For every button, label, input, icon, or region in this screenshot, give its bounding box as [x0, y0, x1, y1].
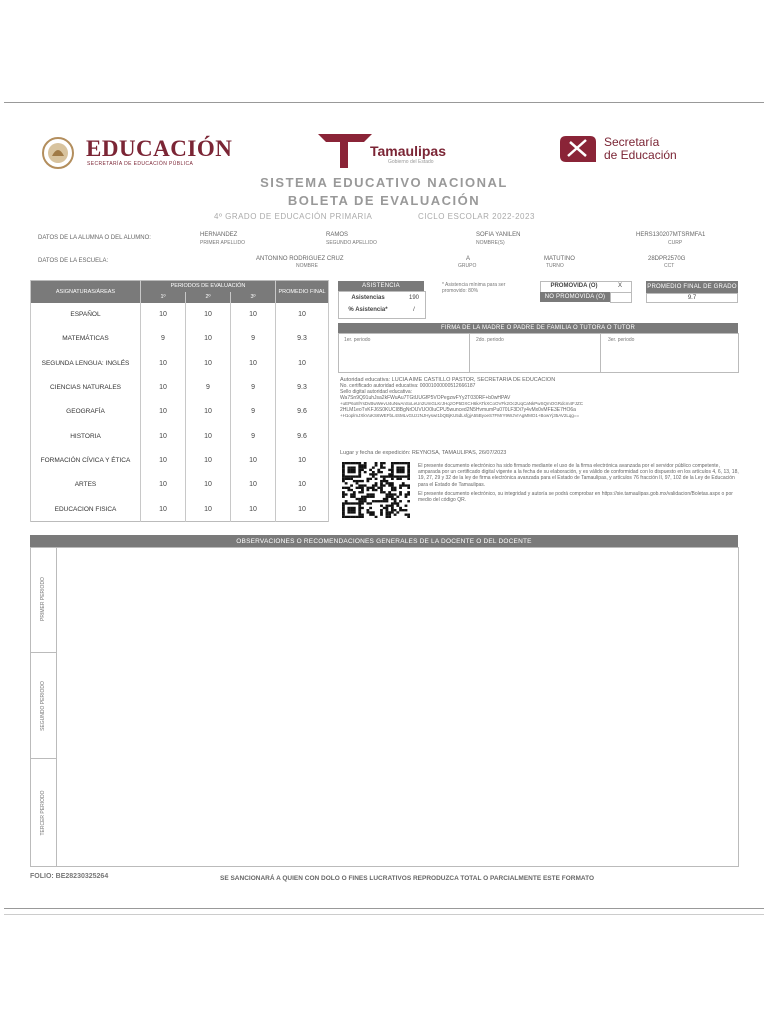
school-name: ANTONINO RODRIGUEZ CRUZ: [256, 256, 344, 262]
observations-header: OBSERVACIONES O RECOMENDACIONES GENERALES DE LA DOCENTE O DEL DOCENTE: [30, 535, 738, 547]
school-cct: 28DPR2570G: [648, 256, 686, 262]
logo-secretaria-text-2: de Educación: [604, 148, 677, 162]
col-period-3: 3º: [231, 292, 276, 303]
period-2-grade: 10: [186, 400, 231, 424]
student-curp-caption: CURP: [668, 240, 683, 246]
student-nombre: SOFIA YANILEN: [476, 232, 521, 238]
period-2-grade: 10: [186, 303, 231, 327]
no-promovida-label: NO PROMOVIDA (O): [540, 292, 610, 302]
school-shift-caption: TURNO: [546, 263, 564, 269]
subject-cell: ESPAÑOL: [31, 303, 141, 327]
period-2-grade: 10: [186, 424, 231, 448]
grade-row: [31, 400, 329, 424]
logo-educacion-subtext: SECRETARÍA DE EDUCACIÓN PÚBLICA: [87, 161, 194, 167]
grade-row: [31, 497, 329, 521]
no-promovida-box: [610, 292, 632, 303]
legal-paragraph-1: El presente documento electrónico ha sido firmado mediante el uso de la firma electrónica avanzada por el servidor público competente, amparada por un certificado digital vigente a la fecha de su elaboración, y es válido de conformidad con lo dispuesto en los artículos 4, 6, 13, 18, 19, 27, 29 y 32 de la ley de firma electrónica avanzada para el Estado de Tamaulipas, y artículos 76 fracción II, 97, 102 de la Ley de Educación para el Estado de Tamaulipas.: [418, 463, 739, 488]
period-2-grade: 10: [186, 448, 231, 472]
school-cycle: CICLO ESCOLAR 2022-2023: [418, 212, 535, 221]
legal-text: [418, 463, 740, 503]
student-apellido-2-caption: SEGUNDO APELLIDO: [326, 240, 377, 246]
logo-secretaria: [560, 134, 710, 168]
observations-period-1: PRIMER PERIODO: [40, 577, 46, 621]
period-1-grade: 9: [141, 327, 186, 351]
logo-tamaulipas-subtext: Gobierno del Estado: [388, 159, 434, 165]
signature-period-2: 2do. periodo: [476, 337, 504, 343]
grade-row: [31, 375, 329, 399]
school-group-caption: GRUPO: [458, 263, 477, 269]
observations-box: [30, 547, 739, 867]
observations-period-3: TERCER PERIODO: [40, 790, 46, 836]
period-3-grade: 10: [231, 448, 276, 472]
authority-seal-label: Sello digital autoridad educativa:: [340, 389, 412, 395]
observations-row-divider-2: [30, 758, 57, 759]
final-average-grade: 10: [276, 448, 329, 472]
period-3-grade: 10: [231, 303, 276, 327]
school-cct-caption: CCT: [664, 263, 675, 269]
student-label: DATOS DE LA ALUMNA O DEL ALUMNO:: [38, 235, 151, 241]
signature-period-1: 1er. periodo: [344, 337, 371, 343]
period-3-grade: 10: [231, 497, 276, 521]
grade-row: [31, 448, 329, 472]
period-2-grade: 9: [186, 375, 231, 399]
period-2-grade: 10: [186, 351, 231, 375]
footer-folio: FOLIO: BE28230325264: [30, 873, 109, 880]
signatures-box: [338, 333, 739, 373]
subject-cell: GEOGRAFÍA: [31, 400, 141, 424]
subject-cell: MATEMÁTICAS: [31, 327, 141, 351]
final-average-grade: 9.6: [276, 424, 329, 448]
period-3-grade: 10: [231, 351, 276, 375]
issue-place-date: Lugar y fecha de expedición: REYNOSA, TAMAULIPAS, 26/07/2023: [340, 450, 507, 456]
period-3-grade: 10: [231, 473, 276, 497]
promovida-label: PROMOVIDA (O): [550, 283, 598, 289]
period-2-grade: 10: [186, 497, 231, 521]
signatures-header: FIRMA DE LA MADRE O PADRE DE FAMILIA O TUTORA O TUTOR: [338, 323, 738, 333]
promovida-mark: X: [617, 283, 622, 289]
observations-side-divider: [56, 547, 57, 866]
school-shift: MATUTINO: [544, 256, 575, 262]
attendance-note: * Asistencia mínima para ser promovido: 80%: [442, 282, 506, 294]
period-2-grade: 10: [186, 473, 231, 497]
subject-cell: FORMACIÓN CÍVICA Y ÉTICA: [31, 448, 141, 472]
attendance-value: 190: [408, 295, 419, 301]
signatures-divider-2: [600, 333, 601, 373]
attendance-percent-value: /: [413, 307, 415, 313]
mexico-seal-icon: [40, 136, 76, 170]
period-1-grade: 10: [141, 303, 186, 327]
title-line-1: SISTEMA EDUCATIVO NACIONAL: [260, 175, 508, 190]
student-apellido-1: HERNANDEZ: [200, 232, 238, 238]
period-1-grade: 10: [141, 497, 186, 521]
final-average-grade: 10: [276, 303, 329, 327]
col-subject-header: ASIGNATURAS/ÁREAS: [31, 281, 141, 303]
authority-seal-1: Wa7Sn9Q91uhJsa2kFWuAu7TGtUUGfP5VOPegzwFYy2T030RF+b0wHPAV: [340, 395, 511, 401]
school-group: A: [466, 256, 471, 262]
tamaulipas-t-icon: [318, 130, 372, 168]
school-label: DATOS DE LA ESCUELA:: [38, 258, 109, 264]
subject-cell: CIENCIAS NATURALES: [31, 375, 141, 399]
school-name-caption: NOMBRE: [296, 263, 318, 269]
observations-row-divider-1: [30, 652, 57, 653]
final-average-grade: 9.6: [276, 400, 329, 424]
final-average-grade: 9.3: [276, 375, 329, 399]
col-period-1: 1º: [141, 292, 186, 303]
final-average-header: PROMEDIO FINAL DE GRADO: [646, 281, 738, 293]
authority-seal-2: +uEP6o8lYsDvBwWevU4uNwAnSxLeUn2UmGLKrJHqzOP5DXCH6kATkXCoOVFk2Oc2UqCaNkPwSQmOGRdcm4FJZC: [340, 401, 584, 406]
period-2-grade: 10: [186, 327, 231, 351]
signature-period-3: 3er. periodo: [608, 337, 635, 343]
top-border: [4, 102, 764, 103]
observations-period-2: SEGUNDO PERIODO: [40, 681, 46, 731]
logo-tamaulipas: [318, 130, 458, 170]
subject-cell: HISTORIA: [31, 424, 141, 448]
authority-seal-3: 2HLM1eoTvKFJ6S0KUCI8BgNrDUVUO0IuCPU5wunced2N5HvmumPu070LF3Di7y4vMx0vMFE3E7HO6a: [340, 407, 576, 413]
final-average-grade: 10: [276, 351, 329, 375]
authority-block: [340, 377, 738, 419]
period-3-grade: 9: [231, 327, 276, 351]
footer-warning: SE SANCIONARÁ A QUIEN CON DOLO O FINES LUCRATIVOS REPRODUZCA TOTAL O PARCIALMENTE ESTE FORMATO: [220, 875, 595, 882]
attendance-label: Asistencias: [351, 295, 385, 301]
subject-cell: ARTES: [31, 473, 141, 497]
authority-cert: No. certificado autoridad educativa: 00001000000512666187: [340, 383, 476, 389]
final-average-grade: 9.3: [276, 327, 329, 351]
title-line-2: BOLETA DE EVALUACIÓN: [287, 193, 481, 208]
col-periods-header: PERIODOS DE EVALUACIÓN: [141, 281, 276, 292]
col-average-header: PROMEDIO FINAL: [276, 281, 329, 303]
logo-educacion-text: EDUCACIÓN: [86, 136, 233, 161]
attendance-header: ASISTENCIA: [338, 281, 424, 291]
subject-cell: EDUCACION FISICA: [31, 497, 141, 521]
period-1-grade: 10: [141, 448, 186, 472]
grade-level: 4º GRADO DE EDUCACIÓN PRIMARIA: [214, 212, 373, 221]
subject-cell: SEGUNDA LENGUA: INGLÉS: [31, 351, 141, 375]
period-1-grade: 10: [141, 473, 186, 497]
period-3-grade: 9: [231, 400, 276, 424]
grades-table: [30, 280, 329, 522]
authority-seal-4: +H1oplmJXkVuKS6WEFbL4SMLvGUzzNJHyswI1bQBjKU5dLsfgjA55ByoeS7FMrY9WJVrAgMMO1+BowYj35AV2Lqg==: [340, 413, 580, 418]
period-3-grade: 9: [231, 424, 276, 448]
col-period-2: 2º: [186, 292, 231, 303]
student-curp: HERS130207MTSRMFA1: [636, 232, 706, 238]
period-1-grade: 10: [141, 424, 186, 448]
qr-code-icon[interactable]: [342, 462, 410, 518]
logo-secretaria-text-1: Secretaría: [604, 135, 660, 149]
grade-row: [31, 473, 329, 497]
period-3-grade: 9: [231, 375, 276, 399]
student-nombre-caption: NOMBRE(S): [476, 240, 505, 246]
final-average-grade: 10: [276, 473, 329, 497]
authority-name: Autoridad educativa: LUCIA AIMÉ CASTILLO PASTOR, SECRETARIA DE EDUCACION: [340, 377, 556, 383]
bottom-border-shadow: [4, 914, 764, 915]
grade-row: [31, 327, 329, 351]
secretaria-pencil-icon: [560, 134, 596, 164]
logo-educacion: [40, 136, 240, 172]
signatures-divider-1: [469, 333, 470, 373]
period-1-grade: 10: [141, 400, 186, 424]
logo-tamaulipas-text: Tamaulipas: [370, 143, 446, 159]
grade-row: [31, 351, 329, 375]
final-average-grade: 10: [276, 497, 329, 521]
bottom-border: [4, 908, 764, 909]
student-apellido-1-caption: PRIMER APELLIDO: [200, 240, 246, 246]
grade-row: [31, 424, 329, 448]
student-apellido-2: RAMOS: [326, 232, 349, 238]
attendance-percent-label: % Asistencia*: [348, 307, 388, 313]
legal-paragraph-2: El presente documento electrónico, su integridad y autoría se podrá comprobar en https://sie.tamaulipas.gob.mx/validacion/Boletas.aspx o por medio del código QR.: [418, 490, 733, 504]
grade-row: [31, 303, 329, 327]
period-1-grade: 10: [141, 375, 186, 399]
final-average-value: 9.7: [646, 293, 738, 303]
period-1-grade: 10: [141, 351, 186, 375]
